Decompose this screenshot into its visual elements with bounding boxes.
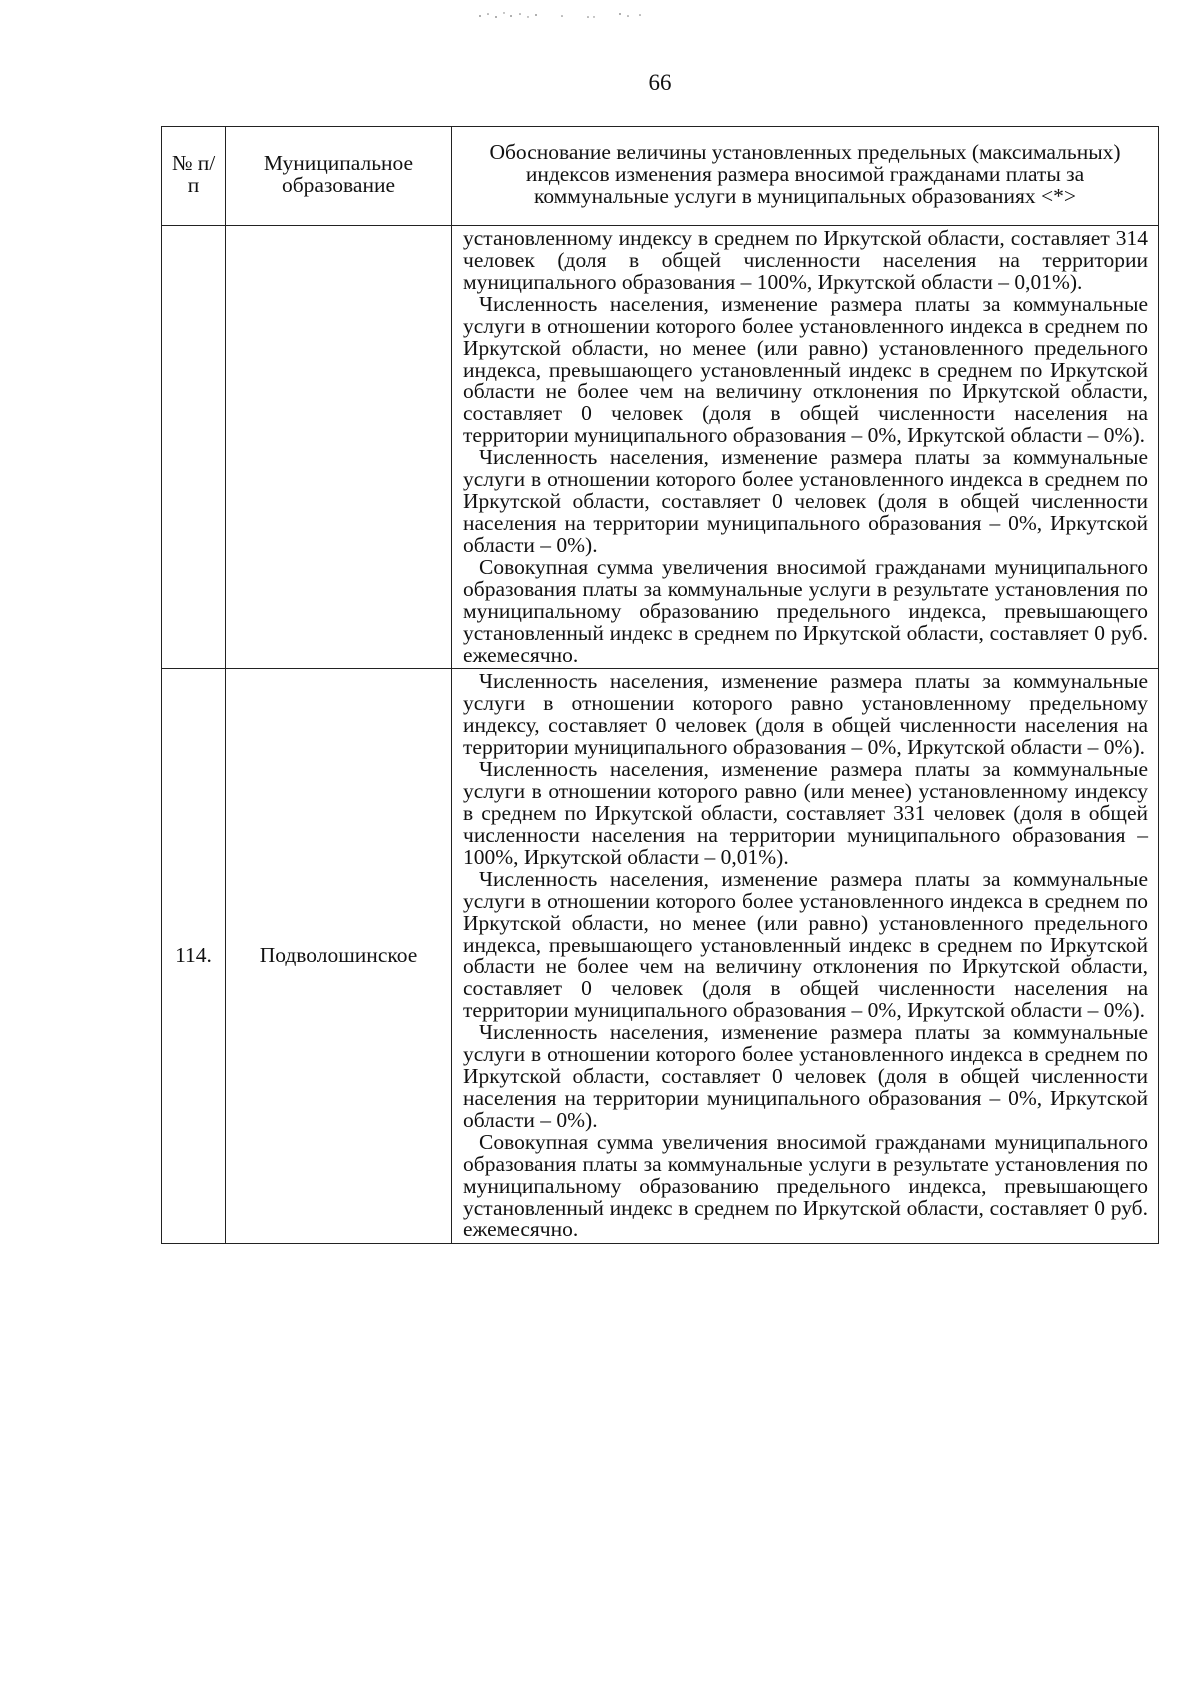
- row-number: [162, 226, 226, 669]
- justification-paragraph: Совокупная сумма увеличения вносимой гражданами муниципального образования платы за коммунальные услуги в результате установления по муниципальному образованию предельного индекса, превышающего установленный индекс в среднем по Иркутской области, составляет 0 руб. ежемесячно.: [463, 554, 1148, 667]
- row-justification: [452, 669, 1159, 1244]
- scan-noise: [470, 8, 710, 22]
- page-number: 66: [648, 70, 672, 95]
- justification-paragraph: Численность населения, изменение размера платы за коммунальные услуги в отношении которого равно (или менее) установленному индексу в среднем по Иркутской области, составляет 331 человек (доля в общей численности населения на территории муниципального образования – 100%, Иркутской области – 0,01%).: [463, 757, 1148, 869]
- justification-paragraph: Численность населения, изменение размера платы за коммунальные услуги в отношении которого равно установленному предельному индексу, составляет 0 человек (доля в общей численности населения на территории муниципального образования – 0%, Иркутской области – 0%).: [463, 669, 1148, 760]
- justification-paragraph: установленному индексу в среднем по Иркутской области, составляет 314 человек (доля в общей численности населения на территории муниципального образования – 100%, Иркутской области – 0,01%).: [463, 226, 1148, 294]
- table-header-row: [162, 127, 1159, 226]
- row-justification: [452, 226, 1159, 669]
- table-row: [162, 669, 1159, 1244]
- justification-paragraph: Численность населения, изменение размера платы за коммунальные услуги в отношении которого более установленного индекса в среднем по Иркутской области, составляет 0 человек (доля в общей численности населения на территории муниципального образования – 0%, Иркутской области – 0%).: [463, 1020, 1148, 1132]
- row-municipality: Подволошинское: [226, 669, 452, 1244]
- row-municipality: [226, 226, 452, 669]
- justification-table: [161, 126, 1159, 1244]
- row-number: 114.: [162, 669, 226, 1244]
- justification-paragraph: Численность населения, изменение размера платы за коммунальные услуги в отношении которого более установленного индекса в среднем по Иркутской области, но менее (или равно) установленного предельного индекса, превышающего установленный индекс в среднем по Иркутской области не более чем на величину отклонения по Иркутской области, составляет 0 человек (доля в общей численности населения на территории муниципального образования – 0%, Иркутской области – 0%).: [463, 866, 1148, 1023]
- header-municipality: Муниципальное образование: [226, 127, 452, 226]
- justification-paragraph: Численность населения, изменение размера платы за коммунальные услуги в отношении которого более установленного индекса в среднем по Иркутской области, составляет 0 человек (доля в общей численности населения на территории муниципального образования – 0%, Иркутской области – 0%).: [463, 445, 1148, 557]
- table-row: [162, 226, 1159, 669]
- justification-paragraph: Численность населения, изменение размера платы за коммунальные услуги в отношении которого более установленного индекса в среднем по Иркутской области, но менее (или равно) установленного предельного индекса, превышающего установленный индекс в среднем по Иркутской области не более чем на величину отклонения по Иркутской области, составляет 0 человек (доля в общей численности населения на территории муниципального образования – 0%, Иркутской области – 0%).: [463, 291, 1148, 448]
- header-justification: Обоснование величины установленных предельных (максимальных) индексов изменения размера вносимой гражданами платы за коммунальные услуги в муниципальных образованиях <*>: [452, 127, 1159, 226]
- header-num: № п/п: [162, 127, 226, 226]
- justification-paragraph: Совокупная сумма увеличения вносимой гражданами муниципального образования платы за коммунальные услуги в результате установления по муниципальному образованию предельного индекса, превышающего установленный индекс в среднем по Иркутской области, составляет 0 руб. ежемесячно.: [463, 1129, 1148, 1242]
